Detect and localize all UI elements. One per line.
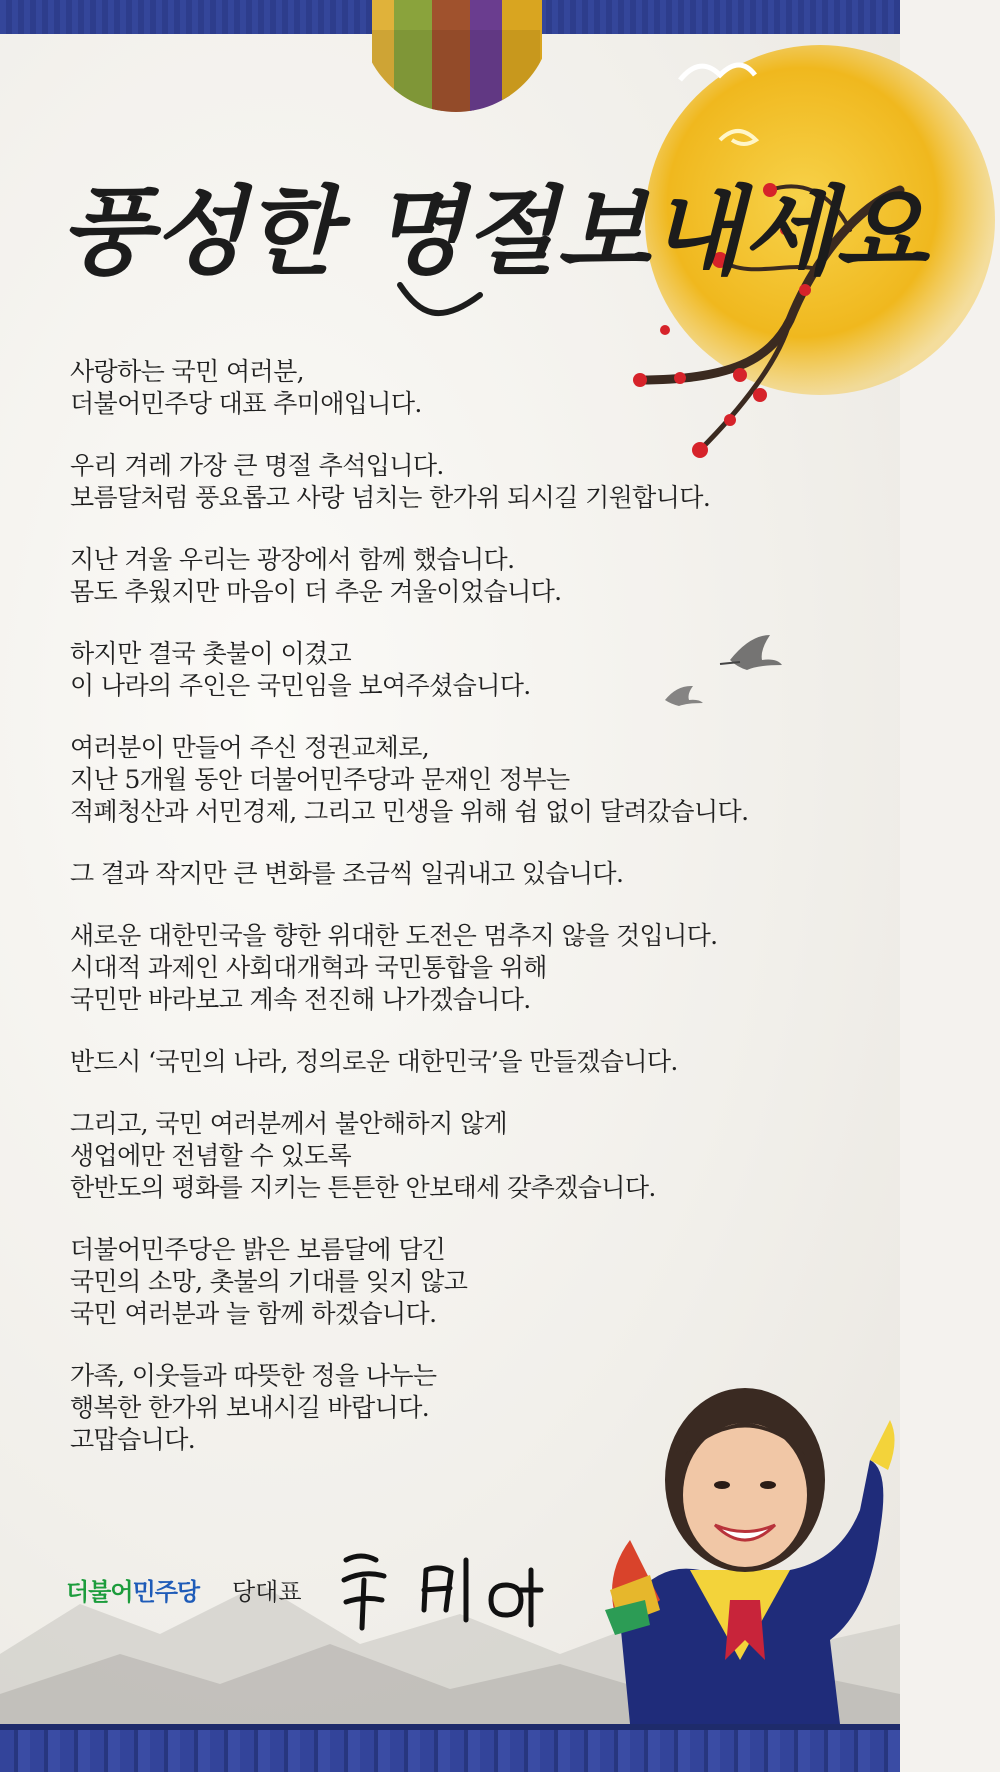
norigae-medallion-icon bbox=[372, 0, 540, 118]
letter-paragraph bbox=[70, 638, 830, 702]
letter-line: 국민 여러분과 늘 함께 하겠습니다. bbox=[70, 1299, 437, 1328]
letter-paragraph bbox=[70, 450, 830, 514]
letter-body bbox=[70, 356, 830, 1486]
letter-paragraph bbox=[70, 1234, 830, 1330]
letter-line: 고맙습니다. bbox=[70, 1425, 196, 1454]
handwritten-signature bbox=[326, 1540, 586, 1630]
letter-line: 사랑하는 국민 여러분, bbox=[70, 357, 304, 386]
letter-line: 반드시 ‘국민의 나라, 정의로운 대한민국’을 만들겠습니다. bbox=[70, 1047, 678, 1076]
letter-line: 가족, 이웃들과 따뜻한 정을 나누는 bbox=[70, 1361, 437, 1390]
letter-line: 이 나라의 주인은 국민임을 보여주셨습니다. bbox=[70, 671, 531, 700]
letter-line: 더불어민주당은 밝은 보름달에 담긴 bbox=[70, 1235, 446, 1264]
letter-line: 행복한 한가위 보내시길 바랍니다. bbox=[70, 1393, 430, 1422]
title-calligraphy bbox=[60, 165, 929, 345]
letter-line: 국민만 바라보고 계속 전진해 나가겠습니다. bbox=[70, 985, 531, 1014]
letter-line: 더불어민주당 대표 추미애입니다. bbox=[70, 389, 422, 418]
letter-line: 하지만 결국 촛불이 이겼고 bbox=[70, 639, 352, 668]
title-text: 풍성한 명절보내세요 bbox=[60, 175, 929, 288]
letter-line: 지난 겨울 우리는 광장에서 함께 했습니다. bbox=[70, 545, 515, 574]
letter-line: 국민의 소망, 촛불의 기대를 잊지 않고 bbox=[70, 1267, 468, 1296]
signature-row bbox=[66, 1540, 586, 1630]
letter-line: 한반도의 평화를 지키는 튼튼한 안보태세 갖추겠습니다. bbox=[70, 1173, 656, 1202]
letter-line: 여러분이 만들어 주신 정권교체로, bbox=[70, 733, 430, 762]
party-logo bbox=[66, 1572, 199, 1607]
letter-paragraph bbox=[70, 1108, 830, 1204]
letter-paragraph bbox=[70, 356, 830, 420]
letter-paragraph bbox=[70, 858, 830, 890]
letter-paragraph bbox=[70, 732, 830, 828]
letter-line: 시대적 과제인 사회대개혁과 국민통합을 위해 bbox=[70, 953, 547, 982]
letter-line: 그리고, 국민 여러분께서 불안해하지 않게 bbox=[70, 1109, 508, 1138]
letter-line: 몸도 추웠지만 마음이 더 추운 겨울이었습니다. bbox=[70, 577, 562, 606]
party-logo-green: 더불어 bbox=[66, 1578, 133, 1606]
letter-paragraph bbox=[70, 1046, 830, 1078]
letter-line: 지난 5개월 동안 더불어민주당과 문재인 정부는 bbox=[70, 765, 570, 794]
letter-line: 그 결과 작지만 큰 변화를 조금씩 일궈내고 있습니다. bbox=[70, 859, 624, 888]
role-label: 당대표 bbox=[232, 1578, 302, 1606]
letter-line: 적폐청산과 서민경제, 그리고 민생을 위해 쉼 없이 달려갔습니다. bbox=[70, 797, 749, 826]
letter-paragraph bbox=[70, 920, 830, 1016]
letter-line: 새로운 대한민국을 향한 위대한 도전은 멈추지 않을 것입니다. bbox=[70, 921, 718, 950]
portrait-in-hanbok bbox=[590, 1360, 900, 1724]
letter-line: 우리 겨레 가장 큰 명절 추석입니다. bbox=[70, 451, 444, 480]
letter-line: 생업에만 전념할 수 있도록 bbox=[70, 1141, 352, 1170]
letter-line: 보름달처럼 풍요롭고 사랑 넘치는 한가위 되시길 기원합니다. bbox=[70, 483, 711, 512]
party-logo-blue: 민주당 bbox=[132, 1578, 200, 1606]
letter-paragraph bbox=[70, 544, 830, 608]
bottom-pattern-band bbox=[0, 1724, 900, 1772]
